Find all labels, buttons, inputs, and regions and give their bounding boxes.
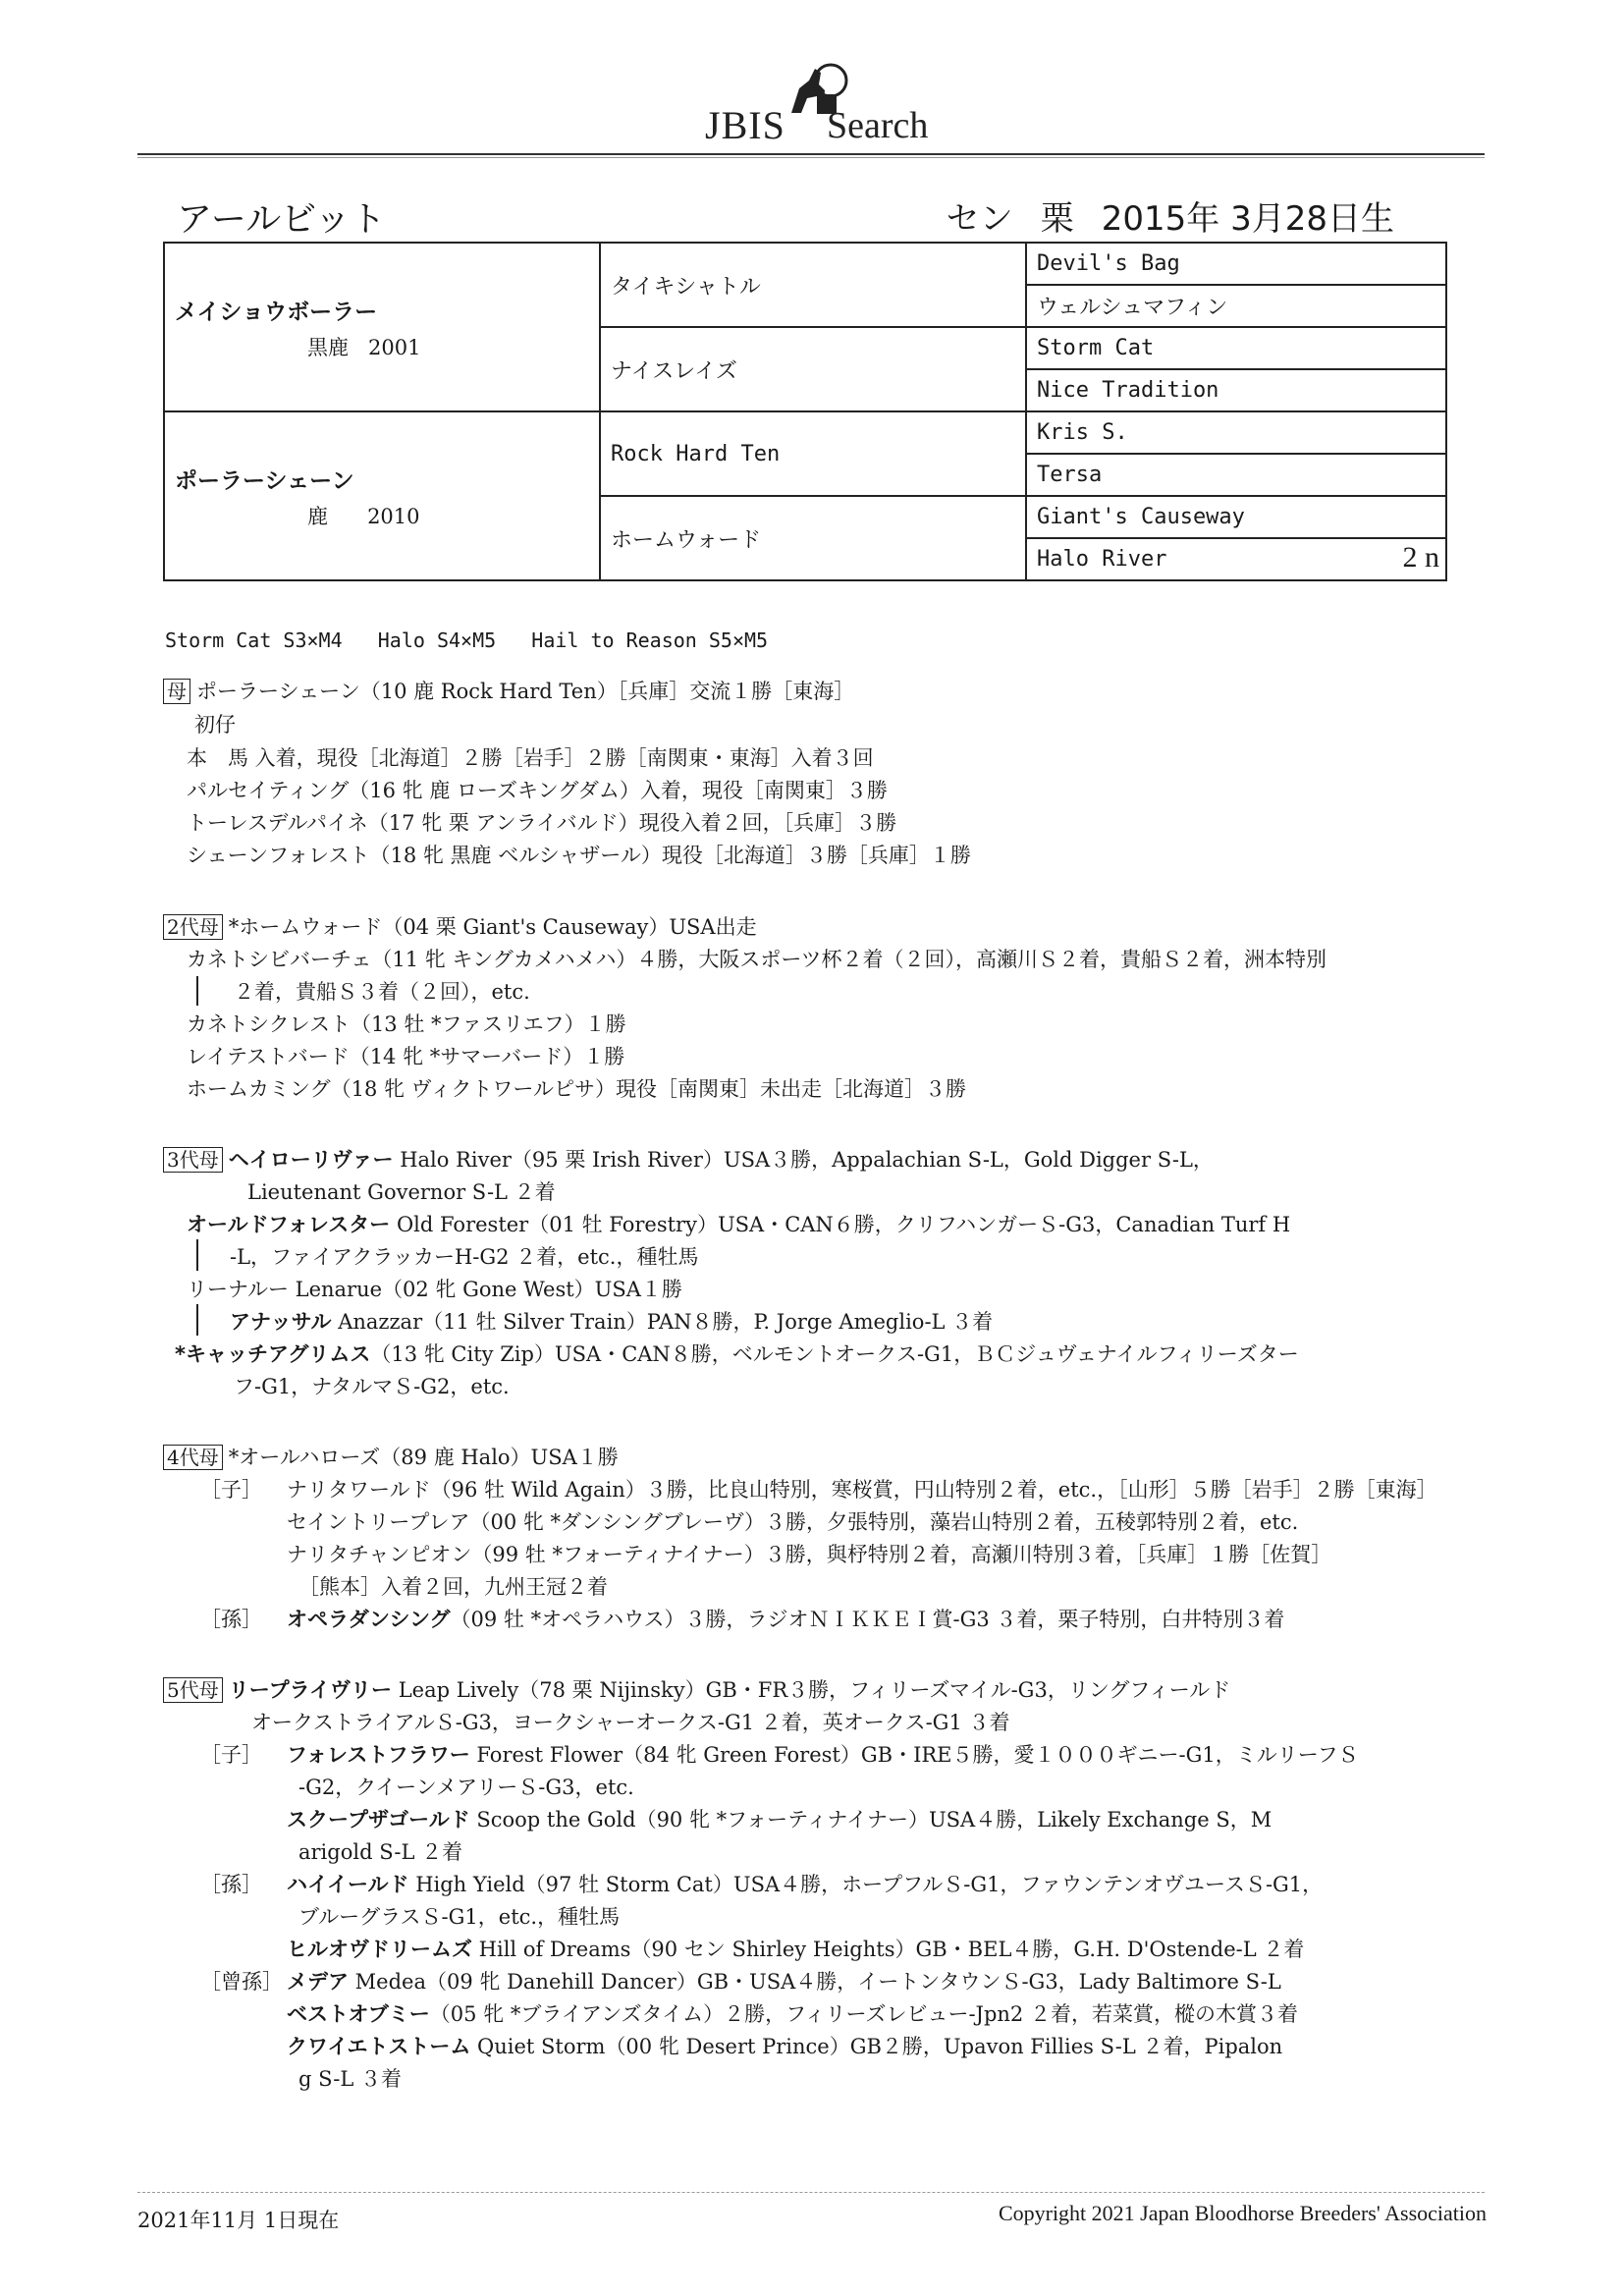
section-line <box>287 2031 1282 2063</box>
line-text: （09 牡 *オペラハウス）３勝，ラジオＮＩＫＫＥＩ賞-G3 ３着，栗子特別，白井特別３着 <box>450 1608 1285 1631</box>
gen2-cell: ホームウォード <box>600 496 1026 580</box>
horse-bold: クワイエトストーム <box>287 2035 471 2058</box>
continuation-bar <box>196 1304 198 1336</box>
section-line: ブルーグラスＳ-G1，etc.，種牡馬 <box>298 1905 621 1929</box>
line-text: Medea（09 牝 Danehill Dancer）GB・USA４勝，イートンタウンＳ-G3，Lady Baltimore S-L <box>349 1970 1281 1994</box>
section-line <box>230 1306 993 1339</box>
horse-title-row <box>177 191 1394 241</box>
section-line: カネトシビバーチェ（11 牝 キングカメハメハ）４勝，大阪スポーツ杯２着（２回），高瀬川Ｓ２着，貴船Ｓ２着，洲本特別 <box>187 948 1327 971</box>
section-line <box>287 1804 1272 1836</box>
gen2-cell: Rock Hard Ten <box>600 411 1026 496</box>
section-line: 初仔 <box>194 713 236 737</box>
section-line: ホームカミング（18 牝 ヴィクトワールピサ）現役［南関東］未出走［北海道］３勝 <box>187 1077 966 1101</box>
horse-bold: *キャッチアグリムス <box>175 1342 371 1366</box>
section-line <box>287 1869 1323 1901</box>
section-line: シェーンフォレスト（18 牝 黒鹿 ベルシャザール）現役［北海道］３勝［兵庫］１勝 <box>187 844 971 867</box>
relation-label: ［子］ <box>200 1478 262 1502</box>
horse-name: アールビット <box>177 199 386 240</box>
horse-bold: メデア <box>287 1970 349 1994</box>
section-line <box>287 1934 1304 1966</box>
gen3-name: Halo River <box>1037 547 1167 572</box>
relation-label: ［孫］ <box>200 1608 262 1631</box>
family-number: 2 n <box>1402 541 1439 574</box>
sire-year: 2001 <box>368 335 421 359</box>
gen2-cell: タイキシャトル <box>600 243 1026 327</box>
horse-bold: スクープザゴールド <box>287 1808 470 1831</box>
section-line <box>163 1674 1230 1707</box>
section-line: Lieutenant Governor S-L ２着 <box>247 1180 556 1204</box>
section-line <box>175 1339 1299 1371</box>
relation-label: ［曾孫］ <box>200 1970 283 1994</box>
section-line: オークストライアルＳ-G3，ヨークシャーオークス-G1 ２着，英オークス-G1 ３着 <box>251 1711 1010 1734</box>
line-text: Old Forester（01 牡 Forestry）USA・CAN６勝，クリフハンガーＳ-G3，Canadian Turf H <box>390 1213 1291 1236</box>
line-text: Quiet Storm（00 牝 Desert Prince）GB２勝，Upavon Fillies S-L ２着，Pipalon <box>470 2035 1283 2058</box>
header-rule <box>137 153 1485 155</box>
horse-bold: リープライヴリー <box>228 1678 393 1702</box>
dam-cell <box>164 411 600 580</box>
section-tag: 2代母 <box>163 914 223 940</box>
gen3-cell: Kris S. <box>1026 411 1446 454</box>
section-line: g S-L ３着 <box>298 2067 402 2091</box>
section-line: ナリタチャンピオン（99 牡 *フォーティナイナー）３勝，與杼特別２着，高瀬川特別３着，［兵庫］１勝［佐賀］ <box>287 1543 1332 1566</box>
section-line <box>163 1442 619 1474</box>
gen3-cell: Tersa <box>1026 454 1446 496</box>
line-text: *オールハローズ（89 鹿 Halo）USA１勝 <box>228 1446 619 1469</box>
sire-cell <box>164 243 600 411</box>
header-rule-thin <box>137 157 1485 158</box>
brand-text: JBIS <box>705 103 785 147</box>
section-line: フ-G1，ナタルマＳ-G2，etc. <box>234 1375 510 1398</box>
horse-sex: セン <box>946 199 1013 239</box>
horse-bold: ベストオブミー <box>287 2002 430 2026</box>
section-line: ２着，貴船Ｓ３着（２回），etc. <box>234 980 530 1004</box>
horse-bold: ヘイローリヴァー <box>228 1148 394 1172</box>
horse-bold: ヒルオヴドリームズ <box>287 1938 472 1961</box>
search-text: Search <box>827 105 929 146</box>
section-line <box>187 1209 1290 1241</box>
line-text: Leap Lively（78 栗 Nijinsky）GB・FR３勝，フィリーズマイル-G3，リングフィールド <box>392 1678 1231 1702</box>
horse-info <box>919 191 1394 240</box>
horse-color: 栗 <box>1040 199 1074 239</box>
section-line: レイテストバード（14 牝 *サマーバード）１勝 <box>187 1045 625 1068</box>
section-line: arigold S-L ２着 <box>298 1840 463 1864</box>
section-line <box>287 1739 1359 1772</box>
section-line: セイントリープレア（00 牝 *ダンシングブレーヴ）３勝，夕張特別，藻岩山特別２着，五稜郭特別２着，etc. <box>287 1510 1299 1534</box>
line-text: Anazzar（11 牡 Silver Train）PAN８勝，P. Jorge Ameglio-L ３着 <box>331 1310 994 1334</box>
footer-date: 2021年11月 1日現在 <box>137 2209 340 2232</box>
gen3-cell: Nice Tradition <box>1026 369 1446 411</box>
horse-bold: フォレストフラワー <box>287 1743 470 1767</box>
section-line: -G2，クイーンメアリーＳ-G3，etc. <box>298 1776 634 1799</box>
dam-detail <box>175 501 589 530</box>
sire-detail <box>175 332 589 361</box>
section-tag: 母 <box>163 679 190 704</box>
line-text: （13 牝 City Zip）USA・CAN８勝，ベルモントオークス-G1，ＢＣジュヴェナイルフィリーズター <box>370 1342 1299 1366</box>
section-line: トーレスデルパイネ（17 牝 栗 アンライバルド）現役入着２回，［兵庫］３勝 <box>187 811 897 835</box>
jbis-search-logo <box>687 59 943 152</box>
relation-label: ［孫］ <box>200 1873 262 1896</box>
line-text: Hill of Dreams（90 セン Shirley Heights）GB・BEL４勝，G.H. D'Ostende-L ２着 <box>472 1938 1305 1961</box>
section-line: カネトシクレスト（13 牡 *ファスリエフ）１勝 <box>187 1012 626 1036</box>
section-line: ナリタワールド（96 牡 Wild Again）３勝，比良山特別，寒桜賞，円山特別２着，etc.，［山形］５勝［岩手］２勝［東海］ <box>287 1478 1437 1502</box>
line-text: Scoop the Gold（90 牝 *フォーティナイナー）USA４勝，Likely Exchange S，M <box>469 1808 1272 1831</box>
horse-birth: 2015年 3月28日生 <box>1101 199 1394 239</box>
horse-bold: オペラダンシング <box>287 1608 451 1631</box>
section-tag: 5代母 <box>163 1677 223 1703</box>
section-line: ［熊本］入着２回，九州王冠２着 <box>298 1575 608 1599</box>
section-line <box>163 1144 1214 1176</box>
horse-bold: オールドフォレスター <box>187 1213 391 1236</box>
relation-label: ［子］ <box>200 1743 262 1767</box>
dam-color: 鹿 <box>307 504 328 528</box>
section-line <box>287 1604 1284 1636</box>
section-line: 本 馬 入着，現役［北海道］２勝［岩手］２勝［南関東・東海］入着３回 <box>187 746 874 770</box>
continuation-bar <box>196 976 198 1006</box>
line-text: Forest Flower（84 牝 Green Forest）GB・IRE５勝，愛１０００ギニー-G1，ミルリーフＳ <box>469 1743 1359 1767</box>
line-text: *ホームウォード（04 栗 Giant's Causeway）USA出走 <box>228 915 757 939</box>
footer-rule <box>137 2192 1485 2193</box>
inbreeding-line: Storm Cat S3×M4 Halo S4×M5 Hail to Reason S5×M5 <box>165 629 769 652</box>
gen2-cell: ナイスレイズ <box>600 327 1026 411</box>
section-line: リーナルー Lenarue（02 牝 Gone West）USA１勝 <box>187 1278 682 1301</box>
section-line <box>287 1998 1298 2031</box>
section-tag: 4代母 <box>163 1445 223 1470</box>
horse-bold: ハイイールド <box>287 1873 409 1896</box>
section-line <box>163 676 854 708</box>
gen3-cell: Devil's Bag <box>1026 243 1446 285</box>
line-text: Halo River（95 栗 Irish River）USA３勝，Appalachian S-L，Gold Digger S-L， <box>393 1148 1214 1172</box>
section-line <box>287 1966 1281 1998</box>
gen3-cell: Giant's Causeway <box>1026 496 1446 538</box>
sire-color: 黒鹿 <box>307 335 349 359</box>
continuation-bar <box>196 1239 198 1271</box>
dam-year: 2010 <box>367 504 420 528</box>
line-text: High Yield（97 牡 Storm Cat）USA４勝，ホープフルＳ-G1，ファウンテンオヴユースＳ-G1， <box>408 1873 1324 1896</box>
line-text: （05 牝 *ブライアンズタイム）２勝，フィリーズレビュー-Jpn2 ２着，若菜賞，樅の木賞３着 <box>429 2002 1298 2026</box>
horse-bold: アナッサル <box>230 1310 332 1334</box>
gen3-cell: Storm Cat <box>1026 327 1446 369</box>
section-tag: 3代母 <box>163 1147 223 1173</box>
sire-name: メイショウボーラー <box>175 299 378 325</box>
pedigree-table <box>163 242 1447 581</box>
section-line: パルセイティング（16 牝 鹿 ローズキングダム）入着，現役［南関東］３勝 <box>187 779 888 802</box>
section-line: -L，ファイアクラッカーH-G2 ２着，etc.，種牡馬 <box>230 1245 699 1269</box>
footer-copyright: Copyright 2021 Japan Bloodhorse Breeders' Association <box>998 2201 1487 2225</box>
line-text: ポーラーシェーン（10 鹿 Rock Hard Ten）［兵庫］交流１勝［東海］ <box>196 680 855 703</box>
section-line <box>163 911 757 944</box>
dam-name: ポーラーシェーン <box>175 467 354 494</box>
gen3-cell-last <box>1026 538 1446 580</box>
gen3-cell: ウェルシュマフィン <box>1026 285 1446 327</box>
